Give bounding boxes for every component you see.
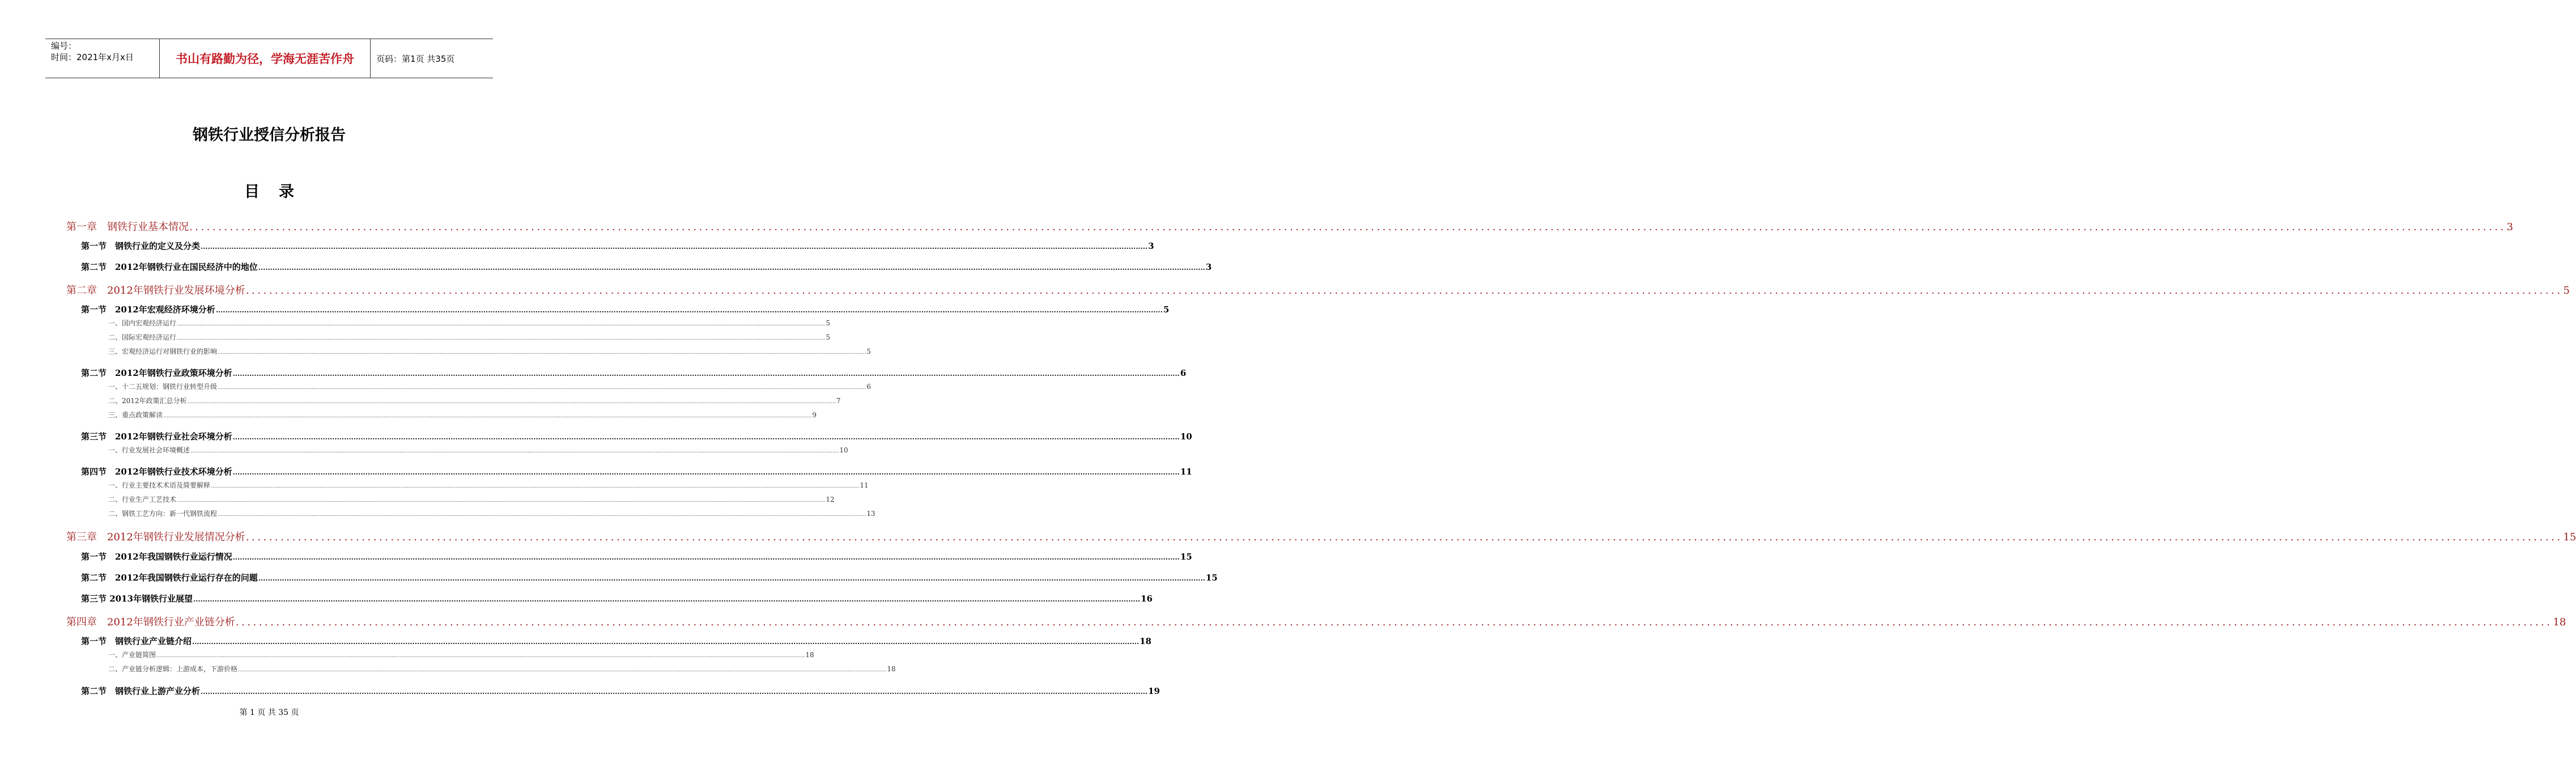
toc-entry-label: 第二节 钢铁行业上游产业分析 xyxy=(81,686,201,696)
toc-entry-label: 第一节 2012年宏观经济环境分析 xyxy=(81,304,215,315)
toc-entry-page-number: 11 xyxy=(860,481,869,489)
toc-entry-label: 第二节 2012年我国钢铁行业运行存在的问题 xyxy=(81,573,258,583)
toc-entry-label: 第二章 2012年钢铁行业发展环境分析 xyxy=(66,285,245,297)
toc-entry[interactable] xyxy=(108,664,896,674)
toc-dot-leader: ................................................................................................................................................................................................................................................................................................................................................................................................................ xyxy=(232,553,1180,561)
toc-entry-page-number: 3 xyxy=(2506,221,2514,233)
toc-entry-label: 一、国内宏观经济运行 xyxy=(108,319,177,327)
document-title: 钢铁行业授信分析报告 xyxy=(193,126,346,144)
toc-entry[interactable] xyxy=(81,592,1153,604)
toc-dot-leader: ................................................................................................................................................................................................................................................................................................................................................................................................................ xyxy=(177,336,826,341)
toc-entry[interactable] xyxy=(108,382,871,391)
toc-entry-label: 二、2012年政策汇总分析 xyxy=(108,397,187,405)
toc-dot-leader: ................................................................................................................................................................................................................................................................................................................................................................................................................ xyxy=(187,399,836,405)
toc-entry-label: 第一节 2012年我国钢铁行业运行情况 xyxy=(81,552,232,562)
toc-entry[interactable] xyxy=(66,282,2570,297)
toc-entry-page-number: 13 xyxy=(866,510,875,518)
toc-entry-label: 第四章 2012年钢铁行业产业链分析 xyxy=(66,616,235,628)
toc-dot-leader: ................................................................................................................................................................................................................................................................................................................................................................................................................ xyxy=(232,433,1180,441)
toc-entry-label: 一、行业主要技术术语及简要解释 xyxy=(108,481,211,489)
toc-entry-label: 二、钢铁工艺方向：新一代钢铁流程 xyxy=(108,510,218,518)
toc-dot-leader: ................................................................................................................................................................................................................................................................................................................................................................................................................ xyxy=(156,653,805,659)
toc-entry[interactable] xyxy=(81,551,1192,562)
toc-entry-page-number: 3 xyxy=(1205,262,1212,272)
toc-entry[interactable] xyxy=(108,346,871,356)
toc-entry-page-number: 5 xyxy=(1163,304,1170,315)
toc-entry-label: 一、产业链简图 xyxy=(108,651,156,659)
header-motto: 书山有路勤为径，学海无涯苦作舟 xyxy=(160,39,371,78)
toc-entry[interactable] xyxy=(66,529,2576,544)
toc-entry[interactable] xyxy=(108,509,875,518)
toc-entry[interactable] xyxy=(108,318,830,328)
toc-entry[interactable] xyxy=(81,367,1187,379)
toc-entry[interactable] xyxy=(108,480,869,490)
toc-dot-leader: ................................................................................................................................................................................................................................................................................................................................................................................................................ xyxy=(218,512,866,518)
toc-entry[interactable] xyxy=(66,219,2514,234)
toc-entry[interactable] xyxy=(108,332,830,342)
toc-entry-page-number: 9 xyxy=(812,411,817,419)
toc-dot-leader: ................................................................................................................................................................................................................................................................................................................................................................................................................ xyxy=(211,484,860,489)
toc-entry[interactable] xyxy=(81,685,1160,697)
toc-entry-page-number: 18 xyxy=(805,651,814,659)
toc-entry-label: 第三节 2012年钢铁行业社会环境分析 xyxy=(81,431,232,442)
page-footer: 第 1 页 共 35 页 xyxy=(239,708,299,717)
toc-entry-label: 第一章 钢铁行业基本情况 xyxy=(66,221,189,233)
toc-dot-leader: ................................................................................................................................................................................................................................................................................................................................................................................................................ xyxy=(215,306,1163,314)
toc-entry-label: 第四节 2012年钢铁行业技术环境分析 xyxy=(81,467,232,477)
toc-entry-page-number: 19 xyxy=(1148,686,1160,696)
toc-entry-label: 第三章 2012年钢铁行业发展情况分析 xyxy=(66,531,245,543)
toc-entry[interactable] xyxy=(81,240,1154,252)
toc-entry-label: 第三节 2013年钢铁行业展望 xyxy=(81,594,193,604)
toc-entry-label: 一、行业发展社会环境概述 xyxy=(108,446,190,454)
toc-dot-leader: ................................................................................................................................................................................................................................................................................................................................................................................................................ xyxy=(177,321,826,327)
toc-entry-page-number: 6 xyxy=(1180,368,1187,378)
toc-dot-leader: ................................................................................................................................................................................................................................................................................................................................................................................................................ xyxy=(238,667,887,673)
toc-dot-leader: ................................................................................................................................................................................................................................................................................................................................................................................................................ xyxy=(163,413,812,419)
toc-dot-leader: ................................................................................................................................................................................................................................................................................................................................................................................................................ xyxy=(258,264,1205,272)
header-page-info: 页码：第1页 共35页 xyxy=(376,53,455,64)
toc-entry-label: 第二节 2012年钢铁行业在国民经济中的地位 xyxy=(81,262,258,272)
toc-entry-label: 一、十二五规划：钢铁行业转型升级 xyxy=(108,383,218,391)
toc-entry-label: 三、宏观经济运行对钢铁行业的影响 xyxy=(108,348,218,355)
toc-dot-leader: ................................................................................................................................................................................................................................................................................................................................................................................................................ xyxy=(201,243,1148,251)
toc-title: 目录 xyxy=(244,183,313,201)
toc-entry-page-number: 5 xyxy=(826,319,830,327)
toc-entry-page-number: 5 xyxy=(2563,285,2570,297)
toc-entry[interactable] xyxy=(81,261,1212,273)
toc-entry[interactable] xyxy=(81,465,1192,477)
toc-entry-label: 第一节 钢铁行业的定义及分类 xyxy=(81,241,201,251)
document-number-label: 编号： xyxy=(51,41,77,51)
toc-dot-leader: ................................................................................................................................................................................................................................................................................................................................................................................................................ xyxy=(189,221,2506,233)
toc-entry-label: 二、产业链分析逻辑：上游成本，下游价格 xyxy=(108,665,238,673)
toc-entry-page-number: 15 xyxy=(1205,573,1218,583)
toc-dot-leader: ................................................................................................................................................................................................................................................................................................................................................................................................................ xyxy=(192,638,1140,646)
toc-entry-page-number: 12 xyxy=(826,496,835,503)
toc-entry-page-number: 10 xyxy=(1180,431,1192,442)
toc-dot-leader: ................................................................................................................................................................................................................................................................................................................................................................................................................ xyxy=(232,370,1180,378)
toc-dot-leader: ................................................................................................................................................................................................................................................................................................................................................................................................................ xyxy=(245,285,2563,297)
toc-dot-leader: ................................................................................................................................................................................................................................................................................................................................................................................................................ xyxy=(235,616,2553,628)
document-time-label: 时间：2021年x月x日 xyxy=(51,52,134,62)
toc-dot-leader: ................................................................................................................................................................................................................................................................................................................................................................................................................ xyxy=(218,385,866,391)
toc-entry[interactable] xyxy=(108,445,848,455)
toc-dot-leader: ................................................................................................................................................................................................................................................................................................................................................................................................................ xyxy=(258,574,1205,582)
toc-dot-leader: ................................................................................................................................................................................................................................................................................................................................................................................................................ xyxy=(201,688,1148,696)
toc-entry-page-number: 11 xyxy=(1180,467,1192,477)
toc-entry-page-number: 5 xyxy=(866,348,871,355)
toc-entry-label: 第一节 钢铁行业产业链介绍 xyxy=(81,636,192,646)
toc-entry[interactable] xyxy=(108,396,841,405)
toc-dot-leader: ................................................................................................................................................................................................................................................................................................................................................................................................................ xyxy=(190,448,839,454)
toc-entry[interactable] xyxy=(81,572,1218,583)
toc-entry-page-number: 18 xyxy=(1140,636,1151,646)
toc-entry-label: 三、重点政策解读 xyxy=(108,411,163,419)
toc-entry-page-number: 15 xyxy=(1180,552,1192,562)
toc-dot-leader: ................................................................................................................................................................................................................................................................................................................................................................................................................ xyxy=(177,498,826,503)
toc-dot-leader: ................................................................................................................................................................................................................................................................................................................................................................................................................ xyxy=(218,350,866,355)
toc-entry-label: 第二节 2012年钢铁行业政策环境分析 xyxy=(81,368,232,378)
toc-entry[interactable] xyxy=(81,430,1192,442)
toc-entry[interactable] xyxy=(108,494,835,504)
toc-entry-page-number: 18 xyxy=(887,665,896,673)
toc-entry-label: 二、国际宏观经济运行 xyxy=(108,333,177,341)
toc-entry-page-number: 5 xyxy=(826,333,830,341)
toc-dot-leader: ................................................................................................................................................................................................................................................................................................................................................................................................................ xyxy=(245,531,2563,543)
toc-entry-page-number: 18 xyxy=(2553,616,2566,628)
toc-entry-page-number: 7 xyxy=(836,397,841,405)
toc-entry[interactable] xyxy=(66,614,2566,629)
toc-entry[interactable] xyxy=(108,650,814,659)
toc-entry-page-number: 6 xyxy=(866,383,871,391)
toc-dot-leader: ................................................................................................................................................................................................................................................................................................................................................................................................................ xyxy=(193,595,1141,603)
toc-entry[interactable] xyxy=(81,635,1151,647)
toc-entry-label: 二、行业生产工艺技术 xyxy=(108,496,177,503)
toc-entry-page-number: 10 xyxy=(839,446,848,454)
toc-entry-page-number: 15 xyxy=(2563,531,2576,543)
toc-entry[interactable] xyxy=(81,303,1170,315)
toc-entry[interactable] xyxy=(108,410,817,420)
toc-dot-leader: ................................................................................................................................................................................................................................................................................................................................................................................................................ xyxy=(232,468,1180,476)
toc-entry-page-number: 16 xyxy=(1141,594,1153,604)
toc-entry-page-number: 3 xyxy=(1148,241,1154,251)
